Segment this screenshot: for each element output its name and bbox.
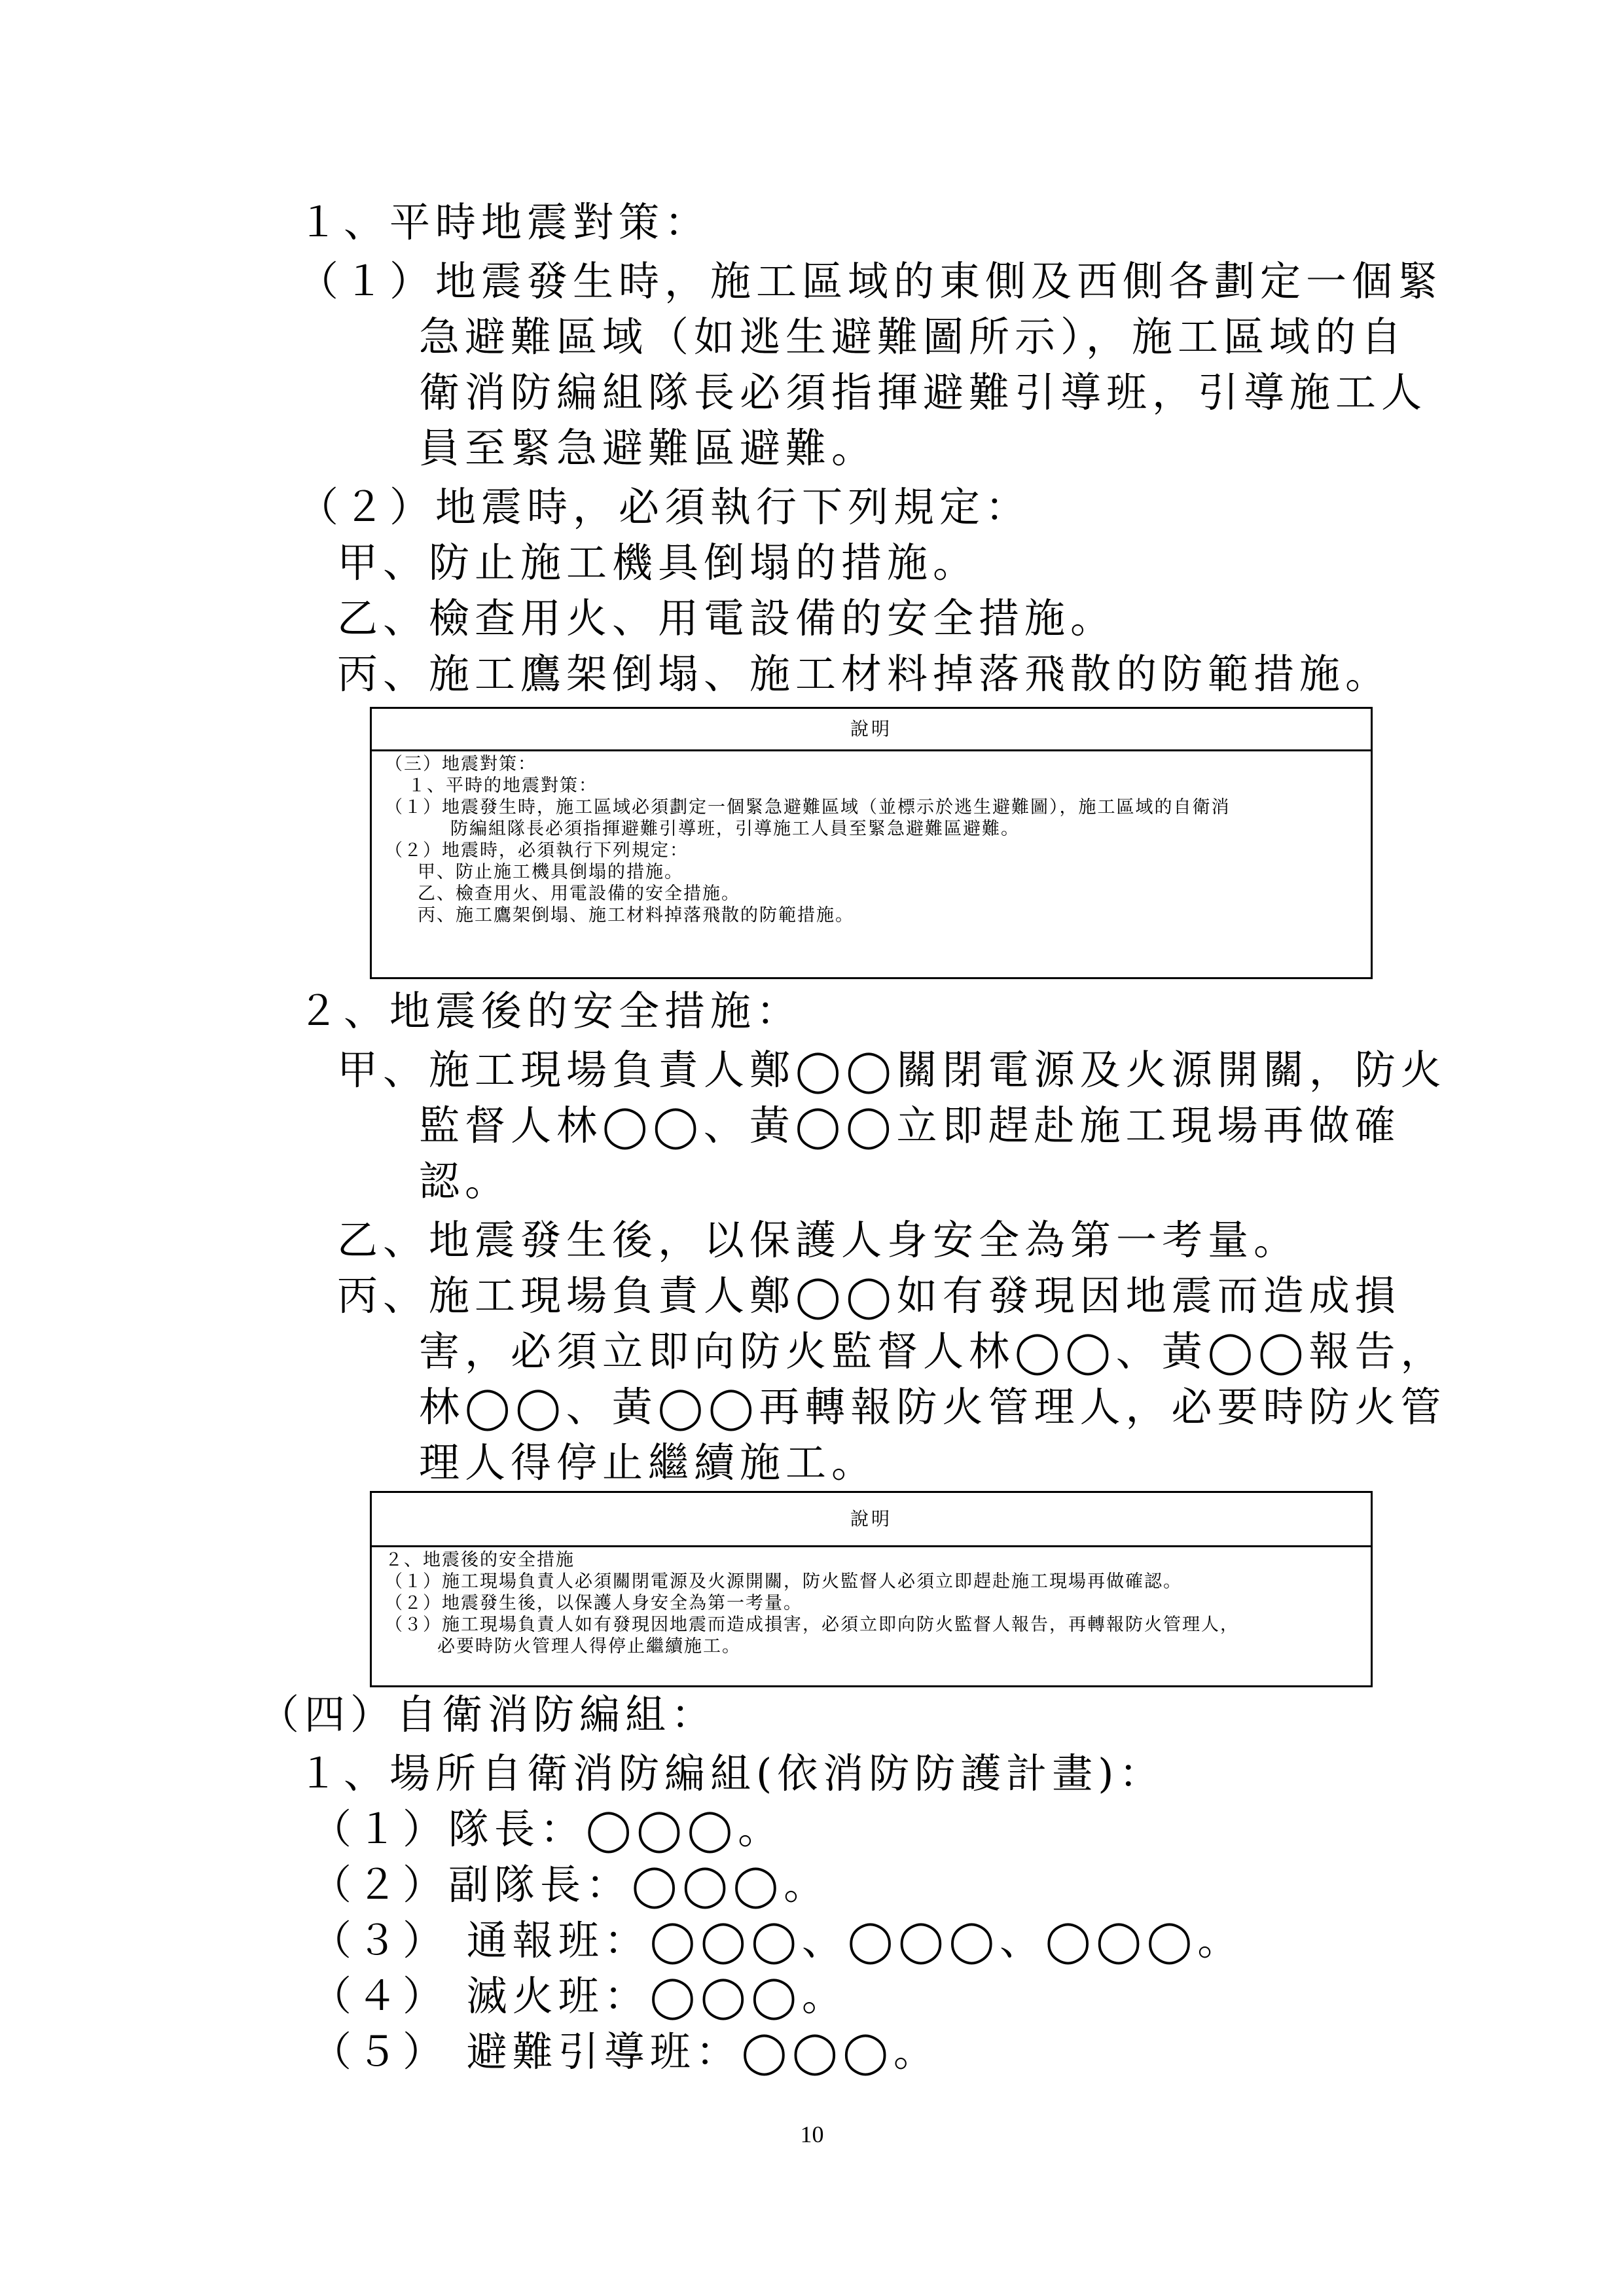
explanation-box-1 [370, 707, 1373, 979]
section2-jia-line2: 監督人林◯◯、黃◯◯立即趕赴施工現場再做確 [419, 1102, 1401, 1149]
section4-row5: （５） 避難引導班：◯◯◯。 [311, 2028, 939, 2075]
note-line: （３）施工現場負責人如有發現因地震而造成損害，必須立即向防火監督人報告，再轉報防火管理人， [385, 1615, 1239, 1635]
explanation-box-2-header: 說明 [372, 1493, 1371, 1547]
section4-heading: （四）自衛消防編組： [259, 1691, 717, 1738]
section4-row3: （３） 通報班：◯◯◯、◯◯◯、◯◯◯。 [311, 1916, 1244, 1964]
note-line: （１）地震發生時，施工區域必須劃定一個緊急避難區域（並標示於逃生避難圖），施工區域的自衛消 [385, 797, 1231, 817]
note-line: 防編組隊長必須指揮避難引導班，引導施工人員至緊急避難區避難。 [450, 819, 1020, 839]
note-line: 必要時防火管理人得停止繼續施工。 [437, 1636, 741, 1657]
section1-item2: （２）地震時，必須執行下列規定： [298, 483, 1032, 531]
section2-jia-line1: 甲、施工現場負責人鄭◯◯關閉電源及火源開關，防火 [337, 1046, 1447, 1094]
section4-row2: （２）副隊長：◯◯◯。 [311, 1861, 830, 1909]
section2-heading: ２、地震後的安全措施： [298, 987, 803, 1035]
section1-jia: 甲、防止施工機具倒塌的措施。 [337, 539, 979, 586]
section2-jia-line3: 認。 [419, 1157, 511, 1205]
explanation-box-2 [370, 1491, 1373, 1687]
section2-bing-line4: 理人得停止繼續施工。 [419, 1439, 878, 1486]
section2-bing-line3: 林◯◯、黃◯◯再轉報防火管理人，必要時防火管 [419, 1383, 1447, 1431]
explanation-box-1-header: 說明 [372, 709, 1371, 751]
section1-yi: 乙、檢查用火、用電設備的安全措施。 [337, 594, 1117, 642]
section1-item1-line1: （１）地震發生時，施工區域的東側及西側各劃定一個緊 [298, 257, 1444, 305]
section1-item1-line3: 衛消防編組隊長必須指揮避難引導班，引導施工人 [419, 368, 1428, 416]
section4-row1: （１）隊長：◯◯◯。 [311, 1805, 784, 1853]
note-line: （三）地震對策： [385, 754, 537, 774]
note-line: 甲、防止施工機具倒塌的措施。 [418, 862, 683, 882]
note-line: ２、地震後的安全措施 [385, 1550, 575, 1570]
section4-sub: １、場所自衛消防編組(依消防防護計畫)： [298, 1749, 1165, 1797]
note-line: １、平時的地震對策： [408, 776, 598, 796]
page-number: 10 [800, 2121, 824, 2147]
note-line: （２）地震發生後，以保護人身安全為第一考量。 [385, 1593, 803, 1613]
section4-row4: （４） 滅火班：◯◯◯。 [311, 1972, 848, 2020]
section1-item1-line2: 急避難區域（如逃生避難圖所示），施工區域的自 [419, 313, 1407, 361]
note-line: 乙、檢查用火、用電設備的安全措施。 [418, 884, 740, 904]
section1-heading: １、平時地震對策： [298, 198, 711, 246]
section2-yi: 乙、地震發生後，以保護人身安全為第一考量。 [337, 1216, 1300, 1264]
section2-bing-line2: 害，必須立即向防火監督人林◯◯、黃◯◯報告， [419, 1327, 1447, 1375]
note-line: 丙、施工鷹架倒塌、施工材料掉落飛散的防範措施。 [418, 905, 854, 925]
note-line: （１）施工現場負責人必須關閉電源及火源開關，防火監督人必須立即趕赴施工現場再做確認。 [385, 1571, 1182, 1592]
section1-bing: 丙、施工鷹架倒塌、施工材料掉落飛散的防範措施。 [337, 650, 1392, 698]
note-line: （２）地震時，必須執行下列規定： [385, 840, 689, 861]
section2-bing-line1: 丙、施工現場負責人鄭◯◯如有發現因地震而造成損 [337, 1272, 1401, 1319]
section1-item1-line4: 員至緊急避難區避難。 [419, 424, 878, 472]
